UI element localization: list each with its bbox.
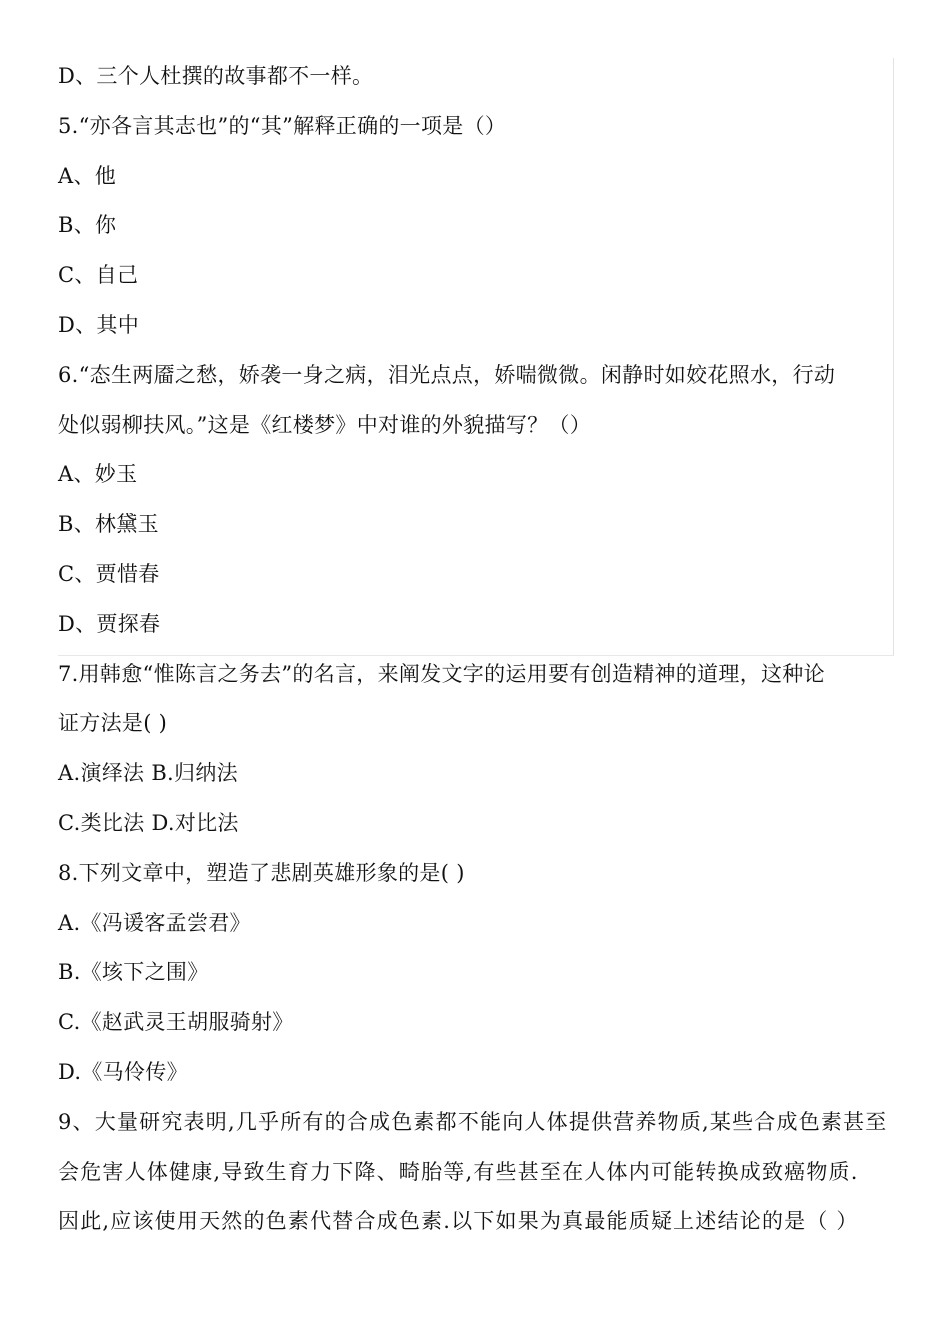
q5-option-b: B、你 — [58, 213, 117, 238]
q9-stem-line-2: 会危害人体健康,导致生育力下降、畸胎等,有些甚至在人体内可能转换成致癌物质. — [58, 1159, 859, 1184]
q6-stem-line-2: 处似弱柳扶风。”这是《红楼梦》中对谁的外貌描写？（） — [58, 412, 592, 437]
q6-option-d: D、贾探春 — [58, 611, 161, 636]
q7-stem-line-1: 7.用韩愈“惟陈言之务去”的名言，来阐发文字的运用要有创造精神的道理，这种论 — [58, 661, 825, 686]
q7-options-cd: C.类比法 D.对比法 — [58, 810, 239, 835]
q8-option-d: D.《马伶传》 — [58, 1059, 188, 1084]
q6-option-a: A、妙玉 — [58, 462, 138, 487]
q5-option-a: A、他 — [58, 163, 117, 188]
q6-option-c: C、贾惜春 — [58, 561, 160, 586]
q6-option-b: B、林黛玉 — [58, 512, 159, 537]
document-body — [58, 52, 898, 1247]
q7-options-ab: A.演绎法 B.归纳法 — [58, 761, 238, 786]
q8-option-a: A.《冯谖客孟尝君》 — [58, 910, 251, 935]
q8-option-b: B.《垓下之围》 — [58, 960, 209, 985]
q5-option-d: D、其中 — [58, 312, 140, 337]
q6-stem-line-1: 6.“态生两靥之愁，娇袭一身之病，泪光点点，娇喘微微。闲静时如姣花照水，行动 — [58, 362, 836, 387]
q9-stem-line-3: 因此,应该使用天然的色素代替合成色素.以下如果为真最能质疑上述结论的是（ ） — [58, 1209, 859, 1234]
q9-stem-line-1: 9、大量研究表明,几乎所有的合成色素都不能向人体提供营养物质,某些合成色素甚至 — [58, 1109, 888, 1134]
q7-stem-line-2: 证方法是( ) — [58, 711, 168, 736]
q8-stem: 8.下列文章中，塑造了悲剧英雄形象的是( ) — [58, 860, 465, 885]
q5-option-c: C、自己 — [58, 263, 139, 288]
q4-option-d: D、三个人杜撰的故事都不一样。 — [58, 64, 374, 88]
q5-stem: 5.“亦各言其志也”的“其”解释正确的一项是（） — [58, 113, 507, 138]
q8-option-c: C.《赵武灵王胡服骑射》 — [58, 1010, 294, 1035]
